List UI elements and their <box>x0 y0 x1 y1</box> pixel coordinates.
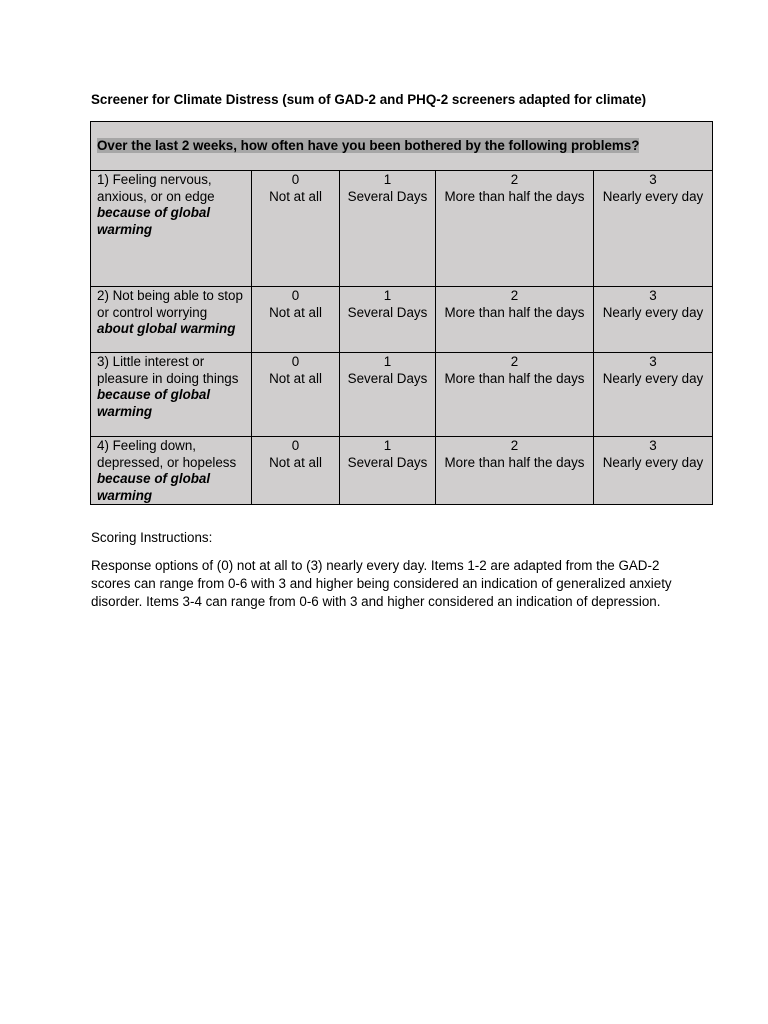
option-label: More than half the days <box>444 370 585 386</box>
option-cell[interactable] <box>594 171 713 287</box>
item-text: 3) Little interest or pleasure in doing things <box>97 354 239 386</box>
scoring-title: Scoring Instructions: <box>91 530 213 545</box>
option-label: Not at all <box>269 370 322 386</box>
item-emphasis: because of global warming <box>97 471 211 503</box>
option-cell[interactable] <box>340 287 436 353</box>
option-value: 1 <box>383 288 392 303</box>
option-label: Nearly every day <box>602 304 704 320</box>
option-label: Nearly every day <box>602 370 704 386</box>
option-value: 1 <box>383 354 392 369</box>
option-value: 3 <box>649 172 657 187</box>
item-emphasis: because of global warming <box>97 387 211 419</box>
table-row <box>91 171 713 287</box>
item-text: 4) Feeling down, depressed, or hopeless <box>97 438 237 470</box>
option-value: 3 <box>649 438 657 453</box>
table-row <box>91 437 713 505</box>
item-cell <box>91 353 252 437</box>
document-title: Screener for Climate Distress (sum of GAD-2 and PHQ-2 screeners adapted for climate) <box>91 92 647 107</box>
option-label: Not at all <box>269 304 322 320</box>
item-emphasis: because of global warming <box>97 205 211 237</box>
table-header-text: Over the last 2 weeks, how often have you been bothered by the following problems? <box>97 137 640 153</box>
option-label: Several Days <box>347 188 428 204</box>
option-cell[interactable] <box>340 437 436 505</box>
option-value: 3 <box>649 354 657 369</box>
option-cell[interactable] <box>436 437 594 505</box>
option-label: Several Days <box>347 304 428 320</box>
option-value: 1 <box>383 172 392 187</box>
table-header <box>91 122 713 171</box>
option-value: 2 <box>510 172 519 187</box>
table-row <box>91 353 713 437</box>
screener-table <box>90 121 713 505</box>
option-value: 2 <box>510 288 519 303</box>
option-cell[interactable] <box>436 171 594 287</box>
option-cell[interactable] <box>252 287 340 353</box>
option-cell[interactable] <box>436 353 594 437</box>
option-cell[interactable] <box>340 171 436 287</box>
option-value: 3 <box>649 288 657 303</box>
option-label: Nearly every day <box>602 454 704 470</box>
option-value: 0 <box>291 288 300 303</box>
option-cell[interactable] <box>252 437 340 505</box>
option-label: More than half the days <box>444 454 585 470</box>
option-label: Several Days <box>347 370 428 386</box>
option-value: 1 <box>383 438 392 453</box>
scoring-body: Response options of (0) not at all to (3) nearly every day. Items 1-2 are adapted from the GAD-2 scores can range from 0-6 with 3 and higher being considered an indication of generalized anxiety disorder. Items 3-4 can range from 0-6 with 3 and higher considered an indication of depression. <box>91 558 672 609</box>
option-label: Several Days <box>347 454 428 470</box>
option-value: 0 <box>291 354 300 369</box>
item-emphasis: about global warming <box>97 321 236 336</box>
option-value: 0 <box>291 172 300 187</box>
table-row <box>91 287 713 353</box>
option-cell[interactable] <box>594 437 713 505</box>
option-label: More than half the days <box>444 188 585 204</box>
option-cell[interactable] <box>594 287 713 353</box>
option-cell[interactable] <box>252 171 340 287</box>
option-cell[interactable] <box>594 353 713 437</box>
item-cell <box>91 287 252 353</box>
option-value: 2 <box>510 438 519 453</box>
option-label: More than half the days <box>444 304 585 320</box>
option-label: Not at all <box>269 188 322 204</box>
item-text: 1) Feeling nervous, anxious, or on edge <box>97 172 215 204</box>
option-cell[interactable] <box>252 353 340 437</box>
item-cell <box>91 171 252 287</box>
option-value: 2 <box>510 354 519 369</box>
option-label: Nearly every day <box>602 188 704 204</box>
option-value: 0 <box>291 438 300 453</box>
option-cell[interactable] <box>340 353 436 437</box>
item-cell <box>91 437 252 505</box>
option-cell[interactable] <box>436 287 594 353</box>
item-text: 2) Not being able to stop or control worrying <box>97 288 243 320</box>
option-label: Not at all <box>269 454 322 470</box>
